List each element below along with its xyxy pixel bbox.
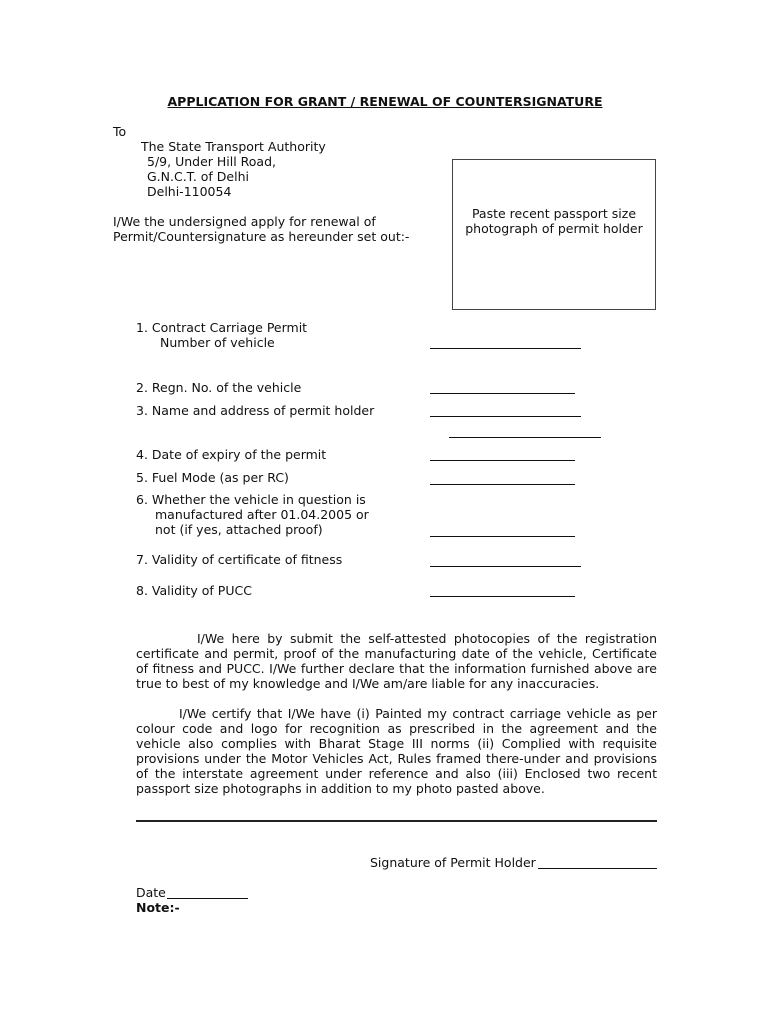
date-label: Date xyxy=(136,885,166,900)
photo-box-line-1: Paste recent passport size xyxy=(471,206,637,221)
item-2-field[interactable] xyxy=(430,393,575,394)
item-8-label: 8. Validity of PUCC xyxy=(136,583,252,598)
intro-line-1: I/We the undersigned apply for renewal of xyxy=(113,214,376,229)
photo-box xyxy=(452,159,656,310)
item-6-sublabel-2: not (if yes, attached proof) xyxy=(155,522,323,537)
item-1-sublabel: Number of vehicle xyxy=(160,335,275,350)
to-label: To xyxy=(113,124,127,139)
address-line-road: 5/9, Under Hill Road, xyxy=(147,154,277,169)
certification-paragraph: I/We certify that I/We have (i) Painted my contract carriage vehicle as per colour code and logo for recognition as prescribed in the agreement and the vehicle also complies with Bharat Stage III norms (ii) Complied with requisite provisions under the Motor Vehicles Act, Rules framed there-under and provisions of the interstate agreement under reference and also (iii) Enclosed two recent passport size photographs in addition to my photo pasted above. xyxy=(136,706,657,796)
photo-box-line-2: photograph of permit holder xyxy=(465,221,643,236)
item-1-label: 1. Contract Carriage Permit xyxy=(136,320,308,335)
item-3-field-line-2[interactable] xyxy=(449,437,601,438)
page-title: APPLICATION FOR GRANT / RENEWAL OF COUNTERSIGNATURE xyxy=(167,94,603,109)
item-8-field[interactable] xyxy=(430,596,575,597)
address-line-region: G.N.C.T. of Delhi xyxy=(147,169,249,184)
item-2-label: 2. Regn. No. of the vehicle xyxy=(136,380,302,395)
date-field[interactable] xyxy=(167,898,248,899)
address-line-authority: The State Transport Authority xyxy=(141,139,326,154)
photo-box-instructions xyxy=(453,206,655,236)
item-3-label: 3. Name and address of permit holder xyxy=(136,403,375,418)
signature-label: Signature of Permit Holder xyxy=(370,855,536,870)
item-6-field[interactable] xyxy=(430,536,575,537)
intro-line-2: Permit/Countersignature as hereunder set out:- xyxy=(113,229,410,244)
note-label: Note:- xyxy=(136,900,180,915)
item-5-field[interactable] xyxy=(430,484,575,485)
item-5-label: 5. Fuel Mode (as per RC) xyxy=(136,470,289,485)
item-7-label: 7. Validity of certificate of fitness xyxy=(136,552,343,567)
signature-field[interactable] xyxy=(538,868,657,869)
item-3-field-line-1[interactable] xyxy=(430,416,581,417)
item-7-field[interactable] xyxy=(430,566,581,567)
item-1-field[interactable] xyxy=(430,348,581,349)
item-4-field[interactable] xyxy=(430,460,575,461)
address-line-city: Delhi-110054 xyxy=(147,184,232,199)
item-6-sublabel-1: manufactured after 01.04.2005 or xyxy=(155,507,369,522)
item-6-label: 6. Whether the vehicle in question is xyxy=(136,492,366,507)
declaration-paragraph: I/We here by submit the self-attested photocopies of the registration certificate and permit, proof of the manufacturing date of the vehicle, Certificate of fitness and PUCC. I/We further declare that the information furnished above are true to best of my knowledge and I/We am/are liable for any inaccuracies. xyxy=(136,631,657,691)
item-4-label: 4. Date of expiry of the permit xyxy=(136,447,327,462)
divider-rule xyxy=(136,820,657,822)
